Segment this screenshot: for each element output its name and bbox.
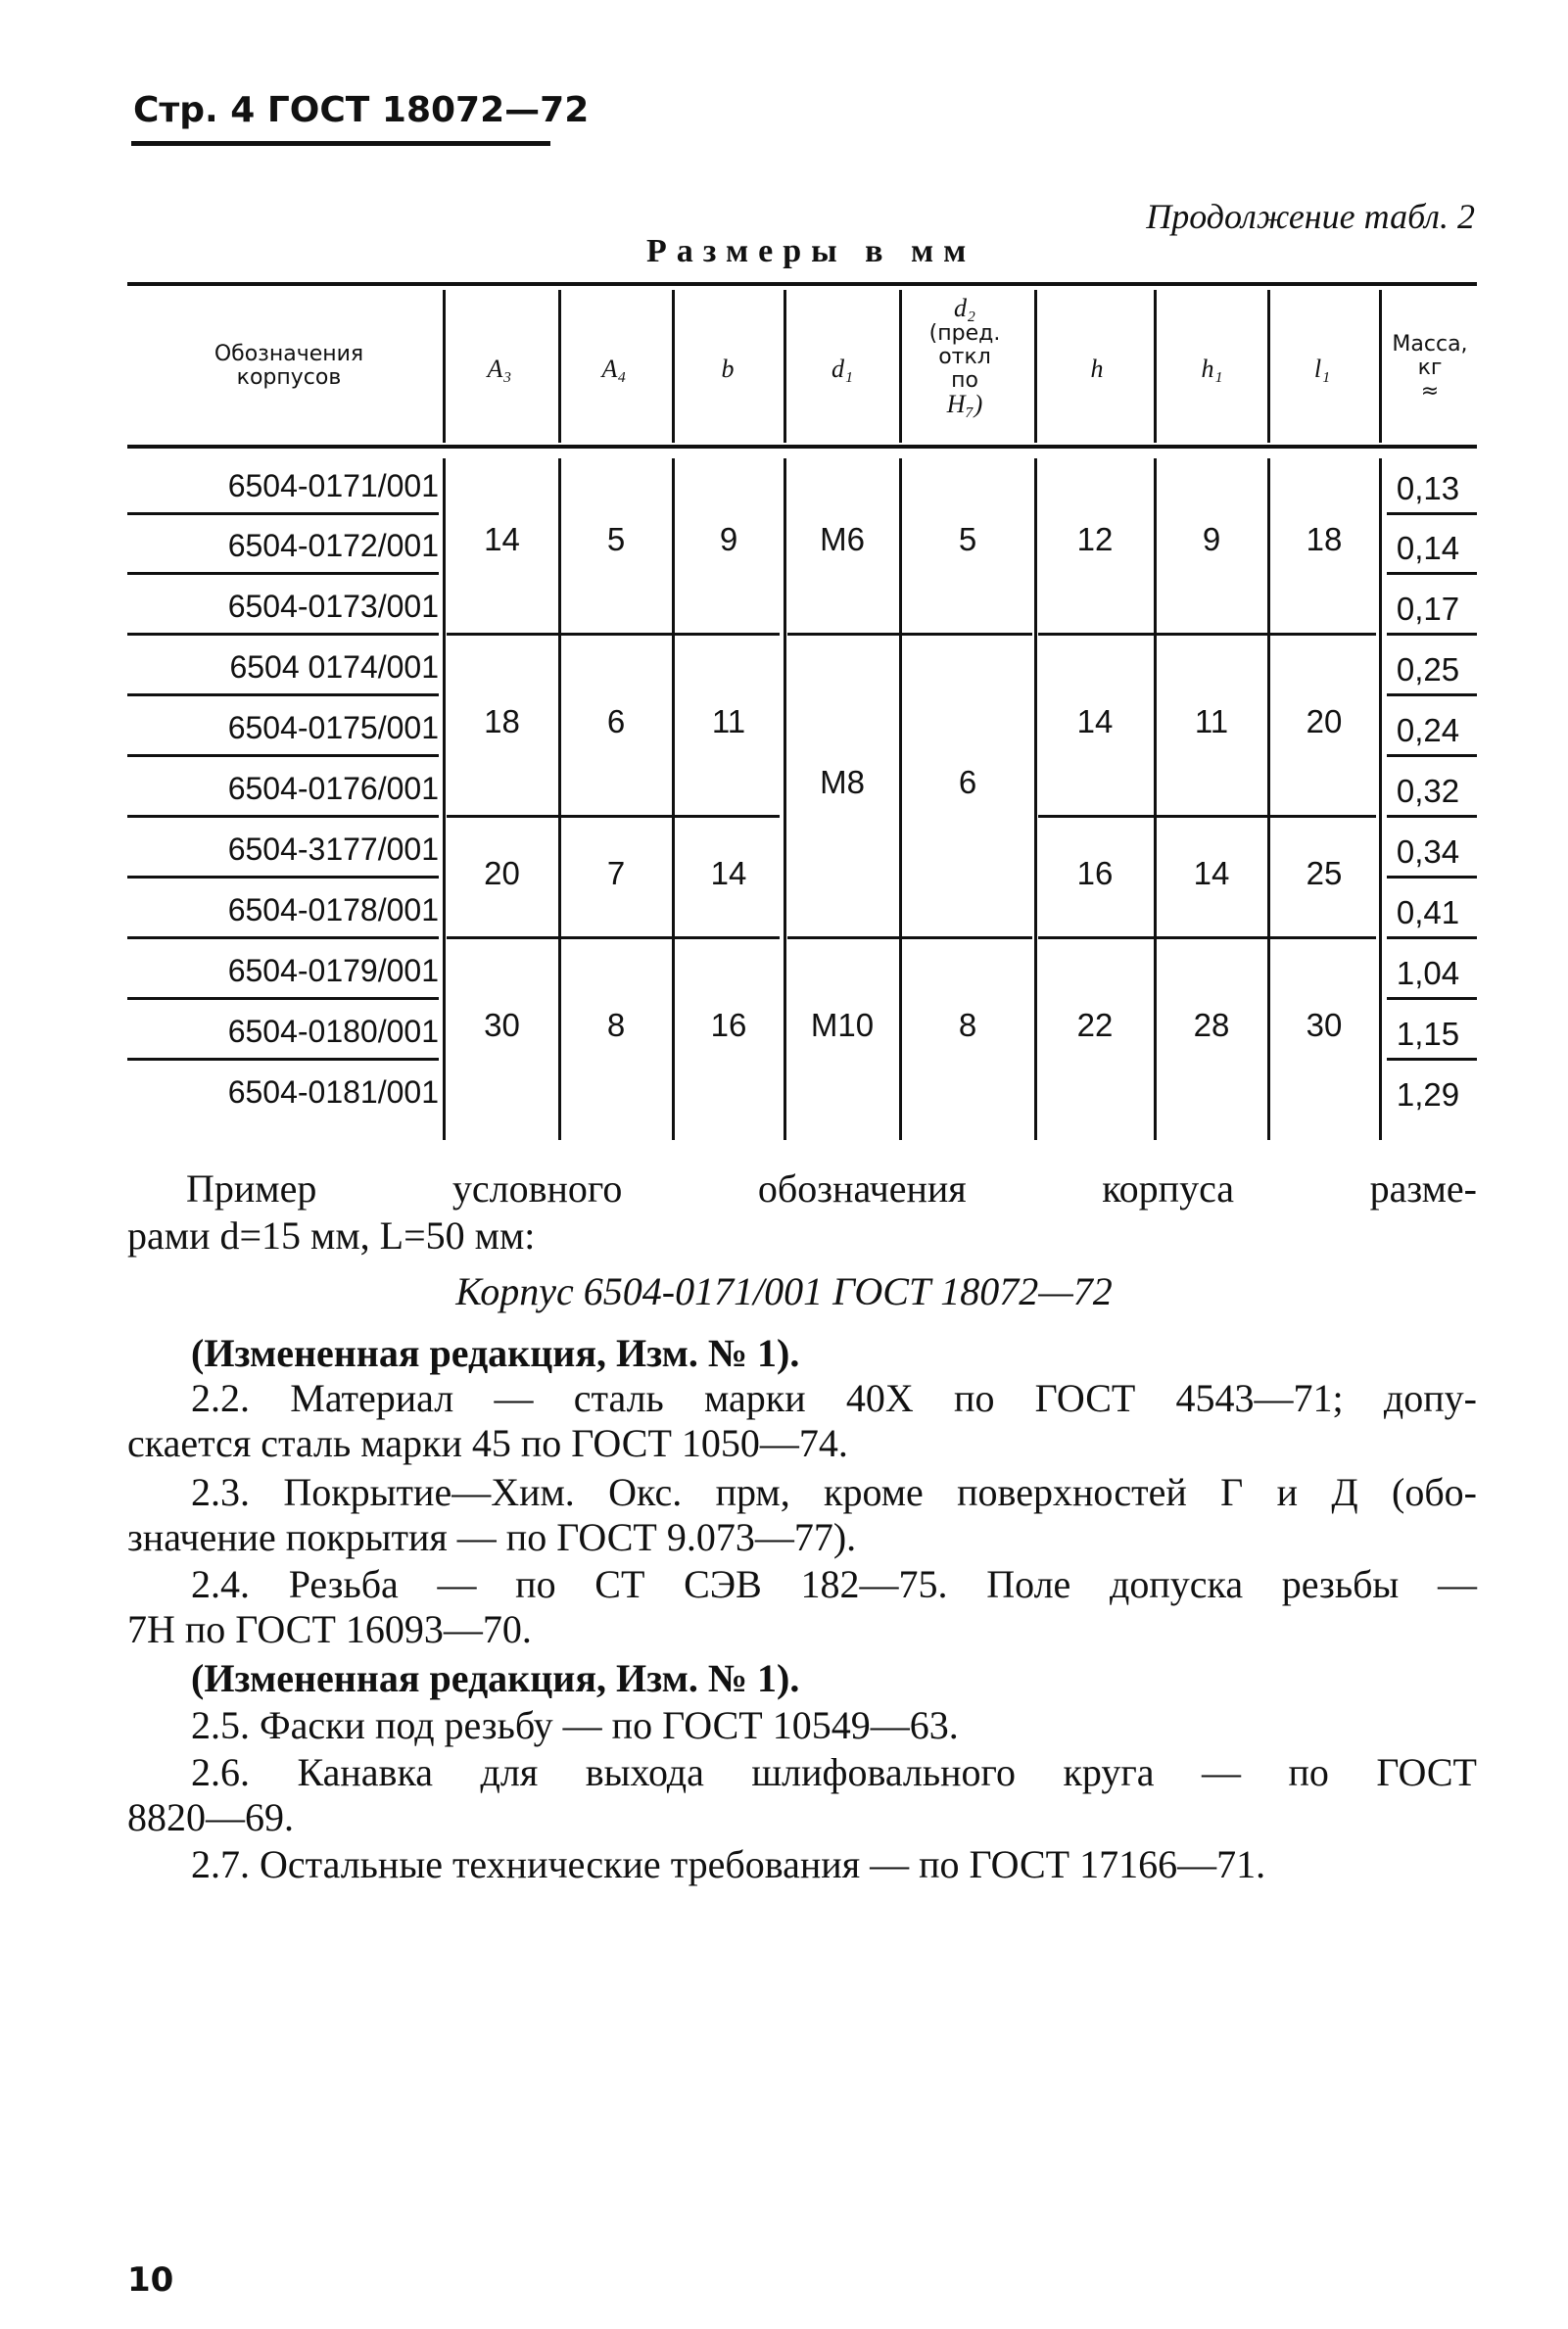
table-vline <box>784 290 786 443</box>
row-line <box>1387 633 1477 636</box>
row-code: 6504-0179/001 <box>227 953 439 988</box>
table-vline <box>899 290 902 443</box>
group-line <box>447 815 780 818</box>
table-header-rule <box>127 445 1477 449</box>
row-code: 6504 0174/001 <box>229 649 439 685</box>
cell-d1: M10 <box>810 1007 875 1043</box>
cell-d2: 5 <box>958 521 977 557</box>
paragraph-2-7: 2.7. Остальные технические требования — по ГОСТ 17166—71. <box>191 1842 1266 1886</box>
row-line <box>1387 815 1477 818</box>
row-line <box>127 876 439 879</box>
table-vline <box>443 290 446 443</box>
col-header-b: b <box>721 355 735 383</box>
row-line <box>1387 876 1477 879</box>
row-line <box>1387 936 1477 939</box>
paragraph-2-6-line-1: 2.6. Канавка для выхода шлифовального круга — по ГОСТ <box>191 1750 1477 1794</box>
row-line <box>127 754 439 757</box>
cell-a4: 7 <box>606 855 626 891</box>
cell-d1: M6 <box>820 521 865 557</box>
cell-a3: 14 <box>484 521 520 557</box>
row-line <box>127 1058 439 1061</box>
cell-h1: 11 <box>1194 703 1229 739</box>
cell-b: 14 <box>710 855 747 891</box>
cell-d2: 8 <box>958 1007 977 1043</box>
group-line <box>1038 633 1376 636</box>
col-header-h1: h₁ <box>1201 355 1223 383</box>
table-top-rule <box>127 282 1477 286</box>
page-header: Стр. 4 ГОСТ 18072—72 <box>133 90 590 130</box>
paragraph-2-5: 2.5. Фаски под резьбу — по ГОСТ 10549—63. <box>191 1703 959 1747</box>
paragraph-2-3-line-2: значение покрытия — по ГОСТ 9.073—77). <box>127 1515 857 1559</box>
row-code: 6504-0178/001 <box>227 892 439 927</box>
paragraph-2-6-line-2: 8820—69. <box>127 1795 294 1839</box>
amendment-note: (Измененная редакция, Изм. № 1). <box>191 1331 800 1375</box>
row-line <box>127 936 439 939</box>
page-number: 10 <box>127 2260 174 2300</box>
row-mass: 1,15 <box>1396 1016 1460 1052</box>
group-line <box>787 936 1032 939</box>
cell-a3: 20 <box>484 855 520 891</box>
row-mass: 0,17 <box>1396 591 1460 627</box>
row-line <box>1387 693 1477 696</box>
row-mass: 0,24 <box>1396 712 1460 748</box>
row-line <box>127 633 439 636</box>
row-code: 6504-0171/001 <box>227 468 439 503</box>
col-header-h: h <box>1090 355 1104 383</box>
example-line-1: Пример условного обозначения корпуса разме- <box>186 1166 1477 1211</box>
row-mass: 0,25 <box>1396 651 1460 688</box>
table-vline <box>1034 290 1037 443</box>
table-vline <box>1267 290 1270 443</box>
row-line <box>127 512 439 515</box>
col-header-mass: Масса, кг ≈ <box>1392 332 1468 404</box>
group-line <box>1038 815 1376 818</box>
row-line <box>1387 997 1477 1000</box>
cell-a4: 8 <box>606 1007 626 1043</box>
units-caption: Размеры в мм <box>646 233 976 269</box>
group-line <box>447 633 780 636</box>
row-code: 6504-0181/001 <box>227 1074 439 1110</box>
row-line <box>127 815 439 818</box>
cell-h1: 9 <box>1202 521 1221 557</box>
cell-d1: M8 <box>820 764 865 800</box>
row-mass: 0,32 <box>1396 773 1460 809</box>
cell-b: 16 <box>710 1007 747 1043</box>
paragraph-2-3-line-1: 2.3. Покрытие—Хим. Окс. прм, кроме поверхностей Г и Д (обо- <box>191 1470 1477 1514</box>
cell-l1: 20 <box>1306 703 1343 739</box>
row-line <box>1387 754 1477 757</box>
cell-a3: 18 <box>484 703 520 739</box>
example-line-2: рами d=15 мм, L=50 мм: <box>127 1213 536 1258</box>
row-line <box>127 693 439 696</box>
cell-h: 14 <box>1076 703 1114 739</box>
cell-a3: 30 <box>484 1007 520 1043</box>
group-line <box>787 633 1032 636</box>
row-code: 6504-0172/001 <box>227 528 439 563</box>
group-line <box>447 936 780 939</box>
cell-l1: 25 <box>1306 855 1343 891</box>
col-header-d2: d₂ (пред. откл по H₇) <box>928 294 1001 418</box>
row-mass: 0,13 <box>1396 470 1460 506</box>
paragraph-2-2-line-2: скается сталь марки 45 по ГОСТ 1050—74. <box>127 1421 848 1465</box>
row-mass: 0,14 <box>1396 530 1460 566</box>
row-code: 6504-3177/001 <box>227 832 439 867</box>
paragraph-2-4-line-2: 7H по ГОСТ 16093—70. <box>127 1607 532 1651</box>
table-vline <box>1154 290 1157 443</box>
col-header-l1: l₁ <box>1313 355 1331 383</box>
group-line <box>1038 936 1376 939</box>
table-vline <box>672 290 675 443</box>
row-code: 6504-0173/001 <box>227 589 439 624</box>
row-code: 6504-0176/001 <box>227 771 439 806</box>
row-mass: 0,34 <box>1396 833 1460 870</box>
cell-h1: 28 <box>1193 1007 1230 1043</box>
col-header-a4: A₄ <box>601 355 627 383</box>
cell-h1: 14 <box>1193 855 1230 891</box>
table-vline <box>1379 290 1382 443</box>
row-line <box>127 572 439 575</box>
row-code: 6504-0180/001 <box>227 1014 439 1049</box>
amendment-note: (Измененная редакция, Изм. № 1). <box>191 1656 800 1700</box>
header-rule <box>131 141 550 146</box>
col-header-a3: A₃ <box>487 355 512 383</box>
cell-a4: 5 <box>606 521 626 557</box>
cell-h: 12 <box>1076 521 1114 557</box>
row-mass: 1,04 <box>1396 955 1460 991</box>
row-line <box>1387 1058 1477 1061</box>
col-header-designation: Обозначения корпусов <box>214 342 364 390</box>
paragraph-2-4-line-1: 2.4. Резьба — по СТ СЭВ 182—75. Поле допуска резьбы — <box>191 1562 1477 1606</box>
col-header-d1: d₁ <box>831 355 854 383</box>
cell-h: 22 <box>1076 1007 1114 1043</box>
designation-example: Корпус 6504-0171/001 ГОСТ 18072—72 <box>455 1269 1113 1313</box>
cell-d2: 6 <box>958 764 977 800</box>
row-line <box>127 997 439 1000</box>
cell-b: 11 <box>711 703 746 739</box>
cell-l1: 30 <box>1306 1007 1343 1043</box>
row-mass: 0,41 <box>1396 894 1460 930</box>
row-code: 6504-0175/001 <box>227 710 439 745</box>
table-continuation: Продолжение табл. 2 <box>1146 197 1475 236</box>
cell-h: 16 <box>1076 855 1114 891</box>
row-line <box>1387 572 1477 575</box>
row-mass: 1,29 <box>1396 1076 1460 1113</box>
table-vline <box>558 290 561 443</box>
cell-a4: 6 <box>606 703 626 739</box>
paragraph-2-2-line-1: 2.2. Материал — сталь марки 40X по ГОСТ 4543—71; допу- <box>191 1376 1477 1420</box>
cell-l1: 18 <box>1306 521 1343 557</box>
row-line <box>1387 512 1477 515</box>
cell-b: 9 <box>719 521 738 557</box>
